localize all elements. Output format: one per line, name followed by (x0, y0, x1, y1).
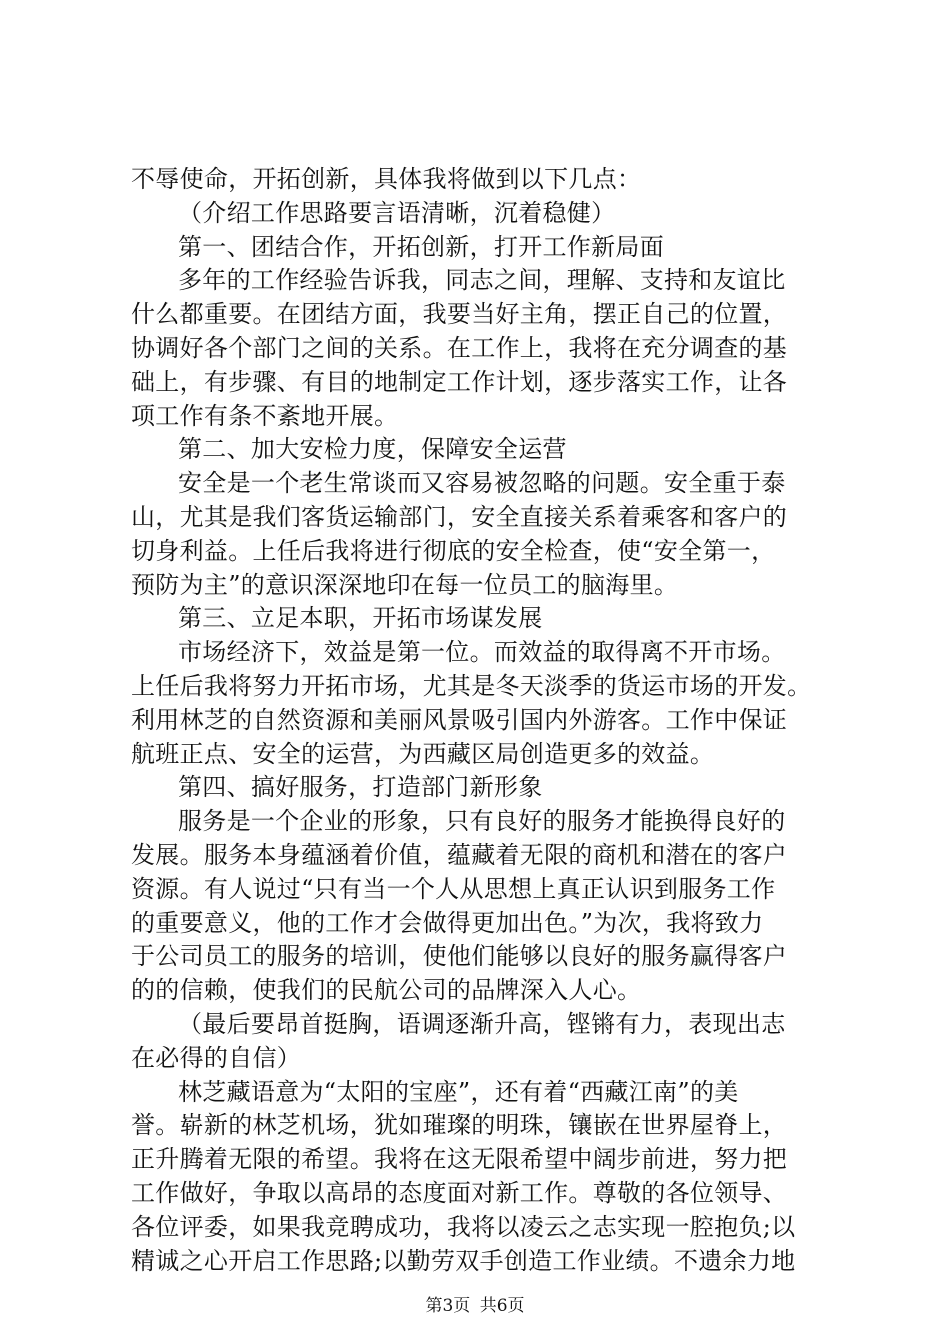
text-line: 上任后我将努力开拓市场，尤其是冬天淡季的货运市场的开发。 (131, 671, 812, 700)
text-line: 各位评委，如果我竞聘成功，我将以凌云之志实现一腔抱负;以 (131, 1212, 796, 1241)
text-line: 安全是一个老生常谈而又容易被忽略的问题。安全重于泰 (178, 469, 786, 498)
text-line: 工作做好，争取以高昂的态度面对新工作。尊敬的各位领导、 (131, 1178, 788, 1207)
text-line: 不辱使命，开拓创新，具体我将做到以下几点： (131, 165, 642, 193)
text-line: 的的信赖，使我们的民航公司的品牌深入人心。 (131, 976, 642, 1005)
text-line: 多年的工作经验告诉我，同志之间，理解、支持和友谊比 (178, 266, 786, 295)
text-line: 山，尤其是我们客货运输部门，安全直接关系着乘客和客户的 (131, 502, 788, 531)
text-line: 资源。有人说过“只有当一个人从思想上真正认识到服务工作 (131, 874, 776, 903)
text-line: （最后要昂首挺胸，语调逐渐升高，铿锵有力，表现出志 (178, 1009, 786, 1038)
text-line: 市场经济下，效益是第一位。而效益的取得离不开市场。 (178, 638, 786, 667)
text-line: 切身利益。上任后我将进行彻底的安全检查，使“安全第一， (131, 536, 776, 565)
text-line: 精诚之心开启工作思路;以勤劳双手创造工作业绩。不遗余力地 (131, 1246, 796, 1275)
text-line: 协调好各个部门之间的关系。在工作上，我将在充分调查的基 (131, 333, 788, 362)
text-line: 誉。崭新的林芝机场，犹如璀璨的明珠，镶嵌在世界屋脊上， (131, 1111, 788, 1140)
text-line: 什么都重要。在团结方面，我要当好主角，摆正自己的位置， (131, 300, 788, 329)
text-line: 正升腾着无限的希望。我将在这无限希望中阔步前进，努力把 (131, 1145, 788, 1174)
text-line: 第三、立足本职，开拓市场谋发展 (178, 604, 543, 633)
text-line: 航班正点、安全的运营，为西藏区局创造更多的效益。 (131, 739, 715, 768)
page-number: 第3页 (425, 1296, 471, 1316)
text-line: 利用林芝的自然资源和美丽风景吸引国内外游客。工作中保证 (131, 705, 788, 734)
text-line: 发展。服务本身蕴涵着价值，蕴藏着无限的商机和潜在的客户 (131, 840, 788, 869)
text-line: 林芝藏语意为“太阳的宝座”，还有着“西藏江南”的美 (178, 1077, 739, 1106)
text-line: 于公司员工的服务的培训，使他们能够以良好的服务赢得客户 (131, 942, 788, 971)
text-line: 项工作有条不紊地开展。 (131, 401, 399, 430)
text-line: 础上，有步骤、有目的地制定工作计划，逐步落实工作，让各 (131, 367, 788, 396)
text-line: （介绍工作思路要言语清晰，沉着稳健） (178, 198, 616, 227)
text-line: 在必得的自信） (131, 1043, 302, 1072)
text-line: 的重要意义，他的工作才会做得更加出色。”为次，我将致力 (131, 908, 764, 937)
text-line: 第一、团结合作，开拓创新，打开工作新局面 (178, 232, 664, 261)
text-line: 第二、加大安检力度，保障安全运营 (178, 435, 567, 464)
page-total: 共6页 (479, 1296, 525, 1316)
text-line: 第四、搞好服务，打造部门新形象 (178, 773, 543, 802)
document-body (131, 163, 931, 1278)
text-line: 服务是一个企业的形象，只有良好的服务才能换得良好的 (178, 807, 786, 836)
page-footer (0, 1296, 950, 1316)
text-line: 预防为主”的意识深深地印在每一位员工的脑海里。 (131, 570, 679, 599)
